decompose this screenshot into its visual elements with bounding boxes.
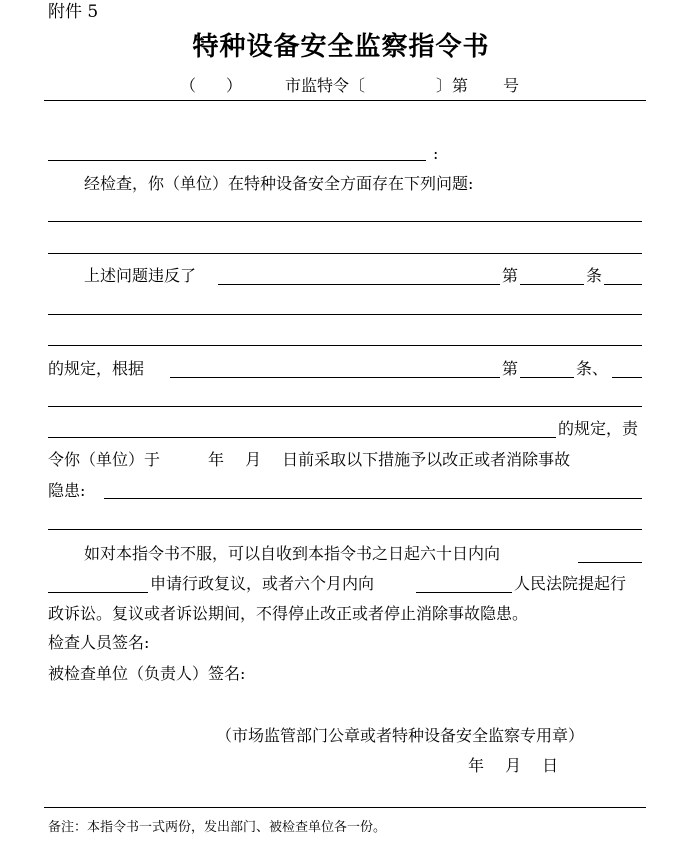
violation-line-3[interactable]	[48, 345, 642, 346]
measures-line-2[interactable]	[48, 529, 642, 530]
seal-date: 年 月 日	[468, 756, 559, 775]
unit-signature-label: 被检查单位（负责人）签名:	[48, 664, 246, 683]
addressee-field[interactable]	[48, 160, 426, 161]
intro-paragraph: 经检查，你（单位）在特种设备安全方面存在下列问题:	[84, 174, 474, 193]
appeal-line-3: 政诉讼。复议或者诉讼期间，不得停止改正或者停止消除事故隐患。	[48, 604, 529, 623]
appeal-mid-1: 申请行政复议，或者六个月内向	[150, 574, 375, 593]
regulation-line-2[interactable]	[48, 406, 642, 407]
regulation-tiao: 条、	[576, 359, 609, 378]
number-prefix: 市监特令〔	[285, 76, 366, 95]
inspector-signature-label: 检查人员签名:	[48, 633, 150, 652]
violation-extra-field[interactable]	[604, 284, 642, 285]
document-title: 特种设备安全监察指令书	[192, 32, 490, 62]
violated-article-field[interactable]	[520, 284, 584, 285]
regulation-article-field[interactable]	[520, 377, 574, 378]
number-bracket-close: 〕第	[436, 76, 469, 95]
regulation-extra-field[interactable]	[612, 377, 642, 378]
order-end: 的规定，责	[558, 419, 639, 438]
violated-law-field[interactable]	[218, 284, 500, 285]
stamp-note: （市场监管部门公章或者特种设备安全监察专用章）	[216, 726, 585, 745]
footer-rule	[44, 807, 646, 808]
court-field[interactable]	[416, 592, 512, 593]
violation-prefix: 上述问题违反了	[84, 266, 197, 285]
measures-field[interactable]	[104, 498, 642, 499]
appeal-line-1: 如对本指令书不服，可以自收到本指令书之日起六十日内向	[84, 544, 501, 563]
number-paren-close: ）	[226, 76, 243, 95]
regulation-basis-field[interactable]	[170, 377, 500, 378]
regulation-line-3[interactable]	[48, 437, 556, 438]
addressee-colon: :	[433, 144, 439, 163]
problem-line-1[interactable]	[48, 221, 642, 222]
attachment-label: 附件 5	[48, 2, 99, 22]
regulation-prefix: 的规定，根据	[48, 359, 145, 378]
violation-di: 第	[502, 266, 519, 285]
review-authority-field[interactable]	[578, 562, 642, 563]
footer-note: 备注：本指令书一式两份，发出部门、被检查单位各一份。	[48, 820, 387, 835]
violation-line-2[interactable]	[48, 314, 642, 315]
review-authority-field-2[interactable]	[48, 592, 148, 593]
violation-tiao: 条	[586, 266, 603, 285]
order-line: 令你（单位）于 年 月 日前采取以下措施予以改正或者消除事故	[48, 450, 571, 469]
problem-line-2[interactable]	[48, 253, 642, 254]
number-paren-open: （	[180, 76, 197, 95]
number-suffix: 号	[503, 76, 520, 95]
hazard-label: 隐患:	[48, 481, 86, 500]
header-rule	[44, 100, 646, 101]
appeal-mid-2: 人民法院提起行	[514, 574, 627, 593]
regulation-di: 第	[502, 359, 519, 378]
